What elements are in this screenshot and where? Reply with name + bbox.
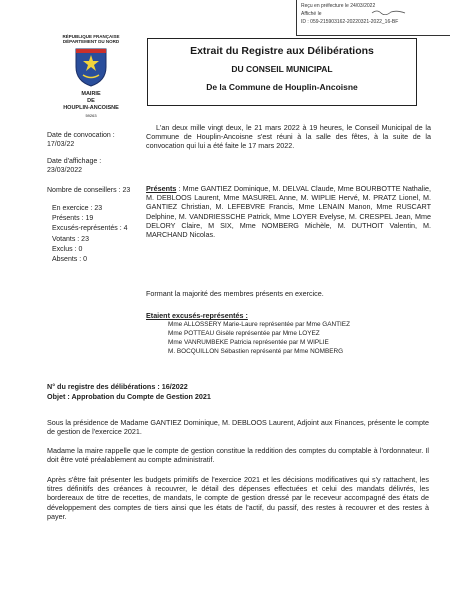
convocation-date: 17/03/22: [47, 141, 75, 148]
excuses-list: [168, 320, 428, 356]
deliberation-paragraph-2: Madame la maire rappelle que le compte de gestion constitue la reddition des comptes du comptable à l'ordonnateur. Il doit être voté préalablement au compte administratif.: [47, 446, 429, 465]
affichage-label: Date d'affichage :: [47, 158, 102, 165]
stamp-posted: Affiché le: [301, 11, 322, 17]
excuse-item: Mme ALLOSSERY Marie-Laure représentée par Mme GANTIEZ: [168, 321, 350, 328]
presents-label: Présents: [146, 184, 177, 193]
excuse-item: Mme POTTEAU Gisèle représentée par Mme LOYEZ: [168, 330, 320, 337]
mairie-line-1: MAIRIE: [81, 91, 101, 97]
presents-count: Présents : 19: [52, 215, 94, 222]
exclus-count: Exclus : 0: [52, 246, 83, 253]
excuses-heading: Etaient excusés-représentés :: [146, 311, 248, 320]
excuses-count: Excusés-représentés : 4: [52, 225, 128, 232]
logo-caption-2: DÉPARTEMENT DU NORD: [62, 39, 120, 44]
votants-count: Votants : 23: [52, 236, 89, 243]
commune-name: De la Commune de Houplin-Ancoisne: [206, 82, 358, 92]
prefecture-stamp: [296, 0, 450, 36]
affichage-date: 23/03/2022: [47, 167, 83, 174]
majority-statement: Formant la majorité des membres présents en exercice.: [146, 289, 324, 298]
mairie-line-3: HOUPLIN-ANCOISNE: [63, 105, 119, 111]
excuse-item: M. BOCQUILLON Sébastien représenté par Mme NOMBERG: [168, 348, 344, 355]
en-exercice-count: En exercice : 23: [52, 205, 103, 212]
deliberation-subject: Objet : Approbation du Compte de Gestion 2021: [47, 392, 211, 401]
deliberation-paragraph-3: Après s'être fait présenter les budgets primitifs de l'exercice 2021 et les décisions modificatives qui s'y rattachent, les titres définitifs des créances à recouvrer, le détail des dépenses effectuées et celui des mandats délivrés, les bordereaux de titre de recettes, de mandats, le compte de gestion dressé par le receveur accompagné des états de développement des comptes de tiers ainsi que les états de l'actif, du passif, des restes à recouvrer et des restes à payer.: [47, 475, 429, 521]
stamp-id: ID : 059-215903162-20220321-2022_16-BF: [301, 19, 399, 25]
excuse-item: Mme VANRUMBEKE Patricia représentée par M WIPLIE: [168, 339, 329, 346]
conseillers-count: Nombre de conseillers : 23: [47, 187, 131, 194]
stamp-signature: [371, 9, 407, 15]
presents-paragraph: [146, 184, 431, 239]
stamp-received: Reçu en préfecture le 24/03/2022: [301, 3, 376, 9]
logo-caption-1: RÉPUBLIQUE FRANÇAISE: [62, 34, 120, 39]
document-title-box: [147, 38, 417, 106]
convocation-label: Date de convocation :: [47, 132, 115, 139]
council-subtitle: DU CONSEIL MUNICIPAL: [231, 64, 333, 74]
session-intro: L'an deux mille vingt deux, le 21 mars 2022 à 19 heures, le Conseil Municipal de la Commune de Houplin-Ancoisne s'est réuni à la salle des fêtes, à la suite de la convocation qui lui a été faite le 17 mars 2022.: [146, 123, 431, 151]
absents-count: Absents : 0: [52, 256, 88, 263]
coat-of-arms-icon: [74, 47, 108, 87]
town-logo: [58, 34, 124, 119]
presents-list: : Mme GANTIEZ Dominique, M. DELVAL Claude, Mme BOURBOTTE Nathalie, M. DEBLOOS Laurent, Mme MASUREL Anne, M. WIPLIE Hervé, M. PRATZ Lionel, M. GANTIEZ Christian, M. LEFEBVRE Francis, Mme LENAIN Manon, Mme RUSCART Delphine, M. VANDRIESSCHE Patrick, Mme LOYER Evelyse, M. CRESPEL Jean, Mme DELORY Claire, M SIX, Mme NOMBERG Michèle, M. DUTHOIT Valentin, M. MARCHAND Nicolas.: [146, 184, 431, 240]
document-title: Extrait du Registre aux Délibérations: [190, 45, 374, 57]
mairie-line-4: 59263: [85, 113, 97, 118]
mairie-line-2: DE: [87, 98, 95, 104]
deliberation-paragraph-1: Sous la présidence de Madame GANTIEZ Dominique, M. DEBLOOS Laurent, Adjoint aux Finances, présente le compte de gestion de l'exercice 2021.: [47, 418, 429, 437]
registry-number: N° du registre des délibérations : 16/2022: [47, 382, 188, 391]
